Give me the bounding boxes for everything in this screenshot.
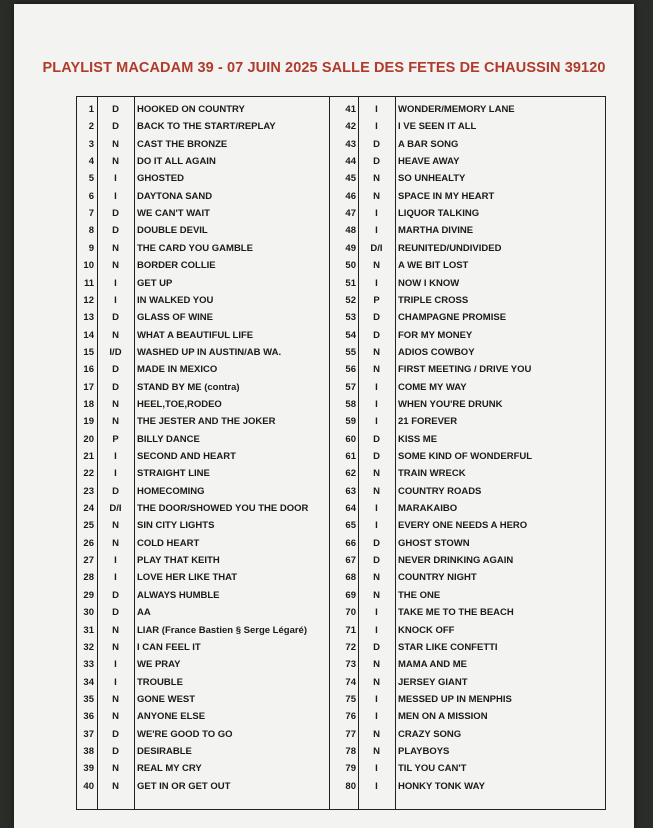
song-title: ADIOS COWBOY — [398, 346, 475, 358]
song-title: REAL MY CRY — [137, 763, 202, 775]
song-title: A WE BIT LOST — [398, 260, 469, 272]
row-number: 2 — [88, 121, 94, 133]
table-row — [77, 135, 605, 152]
paper-sheet — [14, 4, 634, 828]
table-row — [77, 586, 605, 603]
table-row — [77, 447, 605, 464]
dance-level: I/D — [109, 346, 122, 358]
song-title: SOME KIND OF WONDERFUL — [398, 451, 533, 462]
row-number: 12 — [83, 294, 94, 306]
dance-level: N — [373, 260, 380, 272]
dance-level: N — [112, 537, 119, 549]
dance-level: D — [112, 312, 119, 324]
row-number: 39 — [83, 763, 94, 775]
row-number: 62 — [345, 468, 356, 480]
dance-level: P — [373, 294, 380, 306]
row-number: 80 — [345, 780, 356, 792]
song-title: MARTHA DIVINE — [398, 225, 474, 237]
song-title: WE PRAY — [137, 659, 181, 671]
song-title: WASHED UP IN AUSTIN/AB WA. — [137, 346, 282, 358]
song-title: GET UP — [137, 277, 173, 289]
song-title: SPACE IN MY HEART — [398, 190, 495, 202]
song-title: COUNTRY NIGHT — [398, 572, 477, 584]
dance-level: D — [112, 104, 119, 115]
dance-level: I — [375, 208, 378, 220]
song-title: MAMA AND ME — [398, 659, 467, 671]
dance-level: D — [112, 208, 119, 220]
song-title: MEN ON A MISSION — [398, 711, 488, 723]
dance-level: N — [112, 260, 119, 272]
dance-level: I — [114, 277, 117, 289]
row-number: 37 — [83, 728, 94, 740]
row-number: 10 — [83, 260, 94, 272]
row-number: 36 — [83, 711, 94, 723]
table-row — [77, 378, 605, 395]
dance-level: N — [373, 745, 380, 757]
dance-level: N — [112, 156, 119, 168]
song-title: MADE IN MEXICO — [137, 364, 218, 376]
row-number: 21 — [83, 451, 94, 462]
dance-level: D — [112, 589, 119, 601]
row-number: 27 — [83, 555, 94, 567]
row-number: 38 — [83, 745, 94, 757]
song-title: BILLY DANCE — [137, 433, 200, 445]
row-number: 13 — [83, 312, 94, 324]
song-title: STAND BY ME (contra) — [137, 381, 240, 393]
song-title: THE DOOR/SHOWED YOU THE DOOR — [137, 503, 309, 515]
row-number: 53 — [345, 312, 356, 324]
dance-level: I — [375, 780, 378, 792]
row-number: 50 — [345, 260, 356, 272]
song-title: HOMECOMING — [137, 485, 205, 497]
row-number: 24 — [83, 503, 94, 515]
table-row — [77, 742, 605, 759]
dance-level: I — [375, 416, 378, 428]
dance-level: N — [373, 190, 380, 202]
dance-level: D — [373, 537, 380, 549]
dance-level: I — [114, 659, 117, 671]
song-title: THE CARD YOU GAMBLE — [137, 242, 253, 254]
row-number: 3 — [88, 138, 94, 150]
dance-level: I — [375, 503, 378, 515]
row-number: 11 — [83, 277, 94, 289]
dance-level: N — [373, 346, 380, 358]
row-number: 51 — [345, 277, 356, 289]
song-title: EVERY ONE NEEDS A HERO — [398, 520, 528, 532]
dance-level: D/I — [109, 503, 122, 515]
row-number: 74 — [345, 676, 356, 688]
row-number: 22 — [83, 468, 94, 480]
song-title: GLASS OF WINE — [137, 312, 213, 324]
table-row — [77, 326, 605, 343]
song-title: DO IT ALL AGAIN — [137, 156, 216, 168]
song-title: FOR MY MONEY — [398, 329, 473, 341]
row-number: 75 — [345, 693, 356, 705]
table-row — [77, 343, 605, 360]
dance-level: D — [112, 485, 119, 497]
row-number: 17 — [83, 381, 94, 393]
song-title: GET IN OR GET OUT — [137, 780, 231, 792]
dance-level: D — [112, 364, 119, 376]
song-title: IN WALKED YOU — [137, 294, 214, 306]
dance-level: D/I — [370, 242, 383, 254]
table-row — [77, 308, 605, 325]
dance-level: N — [373, 364, 380, 376]
row-number: 66 — [345, 537, 356, 549]
dance-level: I — [375, 624, 378, 636]
table-row — [77, 725, 605, 742]
song-title: STAR LIKE CONFETTI — [398, 641, 498, 653]
table-row — [77, 499, 605, 516]
row-number: 43 — [345, 138, 356, 150]
table-row — [77, 221, 605, 238]
song-title: WHAT A BEAUTIFUL LIFE — [137, 329, 254, 341]
song-title: TROUBLE — [137, 676, 183, 688]
table-row — [77, 204, 605, 221]
dance-level: N — [112, 242, 119, 254]
table-row — [77, 187, 605, 204]
row-number: 46 — [345, 190, 356, 202]
song-title: I CAN FEEL IT — [137, 641, 201, 653]
song-title: TRIPLE CROSS — [398, 294, 469, 306]
row-number: 33 — [83, 659, 94, 671]
song-title: BACK TO THE START/REPLAY — [137, 121, 276, 133]
row-number: 6 — [88, 190, 94, 202]
song-title: DAYTONA SAND — [137, 190, 213, 202]
row-number: 71 — [345, 624, 356, 636]
dance-level: I — [375, 381, 378, 393]
song-title: DOUBLE DEVIL — [137, 225, 208, 237]
dance-level: I — [114, 676, 117, 688]
row-number: 70 — [345, 607, 356, 619]
song-title: 21 FOREVER — [398, 416, 458, 428]
table-row — [77, 412, 605, 429]
song-title: NOW I KNOW — [398, 277, 460, 289]
song-title: CAST THE BRONZE — [137, 138, 228, 150]
dance-level: D — [112, 728, 119, 740]
dance-level: N — [373, 485, 380, 497]
table-row — [77, 759, 605, 776]
row-number: 61 — [345, 451, 356, 462]
dance-level: N — [112, 624, 119, 636]
row-number: 28 — [83, 572, 94, 584]
row-number: 65 — [345, 520, 356, 532]
song-title: MESSED UP IN MENPHIS — [398, 693, 512, 705]
dance-level: I — [114, 190, 117, 202]
song-title: BORDER COLLIE — [137, 260, 216, 272]
table-row — [77, 239, 605, 256]
row-number: 69 — [345, 589, 356, 601]
dance-level: I — [375, 763, 378, 775]
table-row — [77, 464, 605, 481]
dance-level: N — [373, 676, 380, 688]
song-title: LIAR (France Bastien § Serge Légaré) — [137, 624, 307, 636]
song-title: KNOCK OFF — [398, 624, 455, 636]
song-title: WE CAN'T WAIT — [137, 208, 210, 220]
dance-level: I — [375, 398, 378, 410]
row-number: 32 — [83, 641, 94, 653]
song-title: JERSEY GIANT — [398, 676, 468, 688]
dance-level: I — [375, 607, 378, 619]
song-title: A BAR SONG — [398, 138, 459, 150]
row-number: 18 — [83, 398, 94, 410]
table-row — [77, 360, 605, 377]
dance-level: N — [112, 641, 119, 653]
song-title: SIN CITY LIGHTS — [137, 520, 215, 532]
dance-level: I — [375, 520, 378, 532]
dance-level: D — [373, 138, 380, 150]
row-number: 79 — [345, 763, 356, 775]
table-row — [77, 534, 605, 551]
song-title: PLAYBOYS — [398, 745, 450, 757]
row-number: 25 — [83, 520, 94, 532]
song-title: COUNTRY ROADS — [398, 485, 482, 497]
dance-level: I — [375, 277, 378, 289]
song-title: GONE WEST — [137, 693, 196, 705]
dance-level: N — [373, 589, 380, 601]
dance-level: I — [114, 294, 117, 306]
dance-level: I — [375, 693, 378, 705]
row-number: 77 — [345, 728, 356, 740]
song-title: THE ONE — [398, 589, 441, 601]
song-title: CRAZY SONG — [398, 728, 462, 740]
song-title: PLAY THAT KEITH — [137, 555, 220, 567]
song-title: WE'RE GOOD TO GO — [137, 728, 233, 740]
dance-level: N — [373, 468, 380, 480]
row-number: 5 — [88, 173, 94, 185]
row-number: 49 — [345, 242, 356, 254]
playlist-table — [76, 96, 606, 810]
row-number: 60 — [345, 433, 356, 445]
dance-level: N — [112, 780, 119, 792]
dance-level: D — [373, 329, 380, 341]
song-title: WONDER/MEMORY LANE — [398, 104, 515, 115]
song-title: MARAKAIBO — [398, 503, 458, 515]
row-number: 42 — [345, 121, 356, 133]
song-title: STRAIGHT LINE — [137, 468, 210, 480]
song-title: SECOND AND HEART — [137, 451, 236, 462]
dance-level: D — [373, 641, 380, 653]
dance-level: I — [114, 173, 117, 185]
row-number: 68 — [345, 572, 356, 584]
row-number: 67 — [345, 555, 356, 567]
row-number: 52 — [345, 294, 356, 306]
dance-level: D — [112, 225, 119, 237]
dance-level: N — [373, 572, 380, 584]
row-number: 16 — [83, 364, 94, 376]
table-row — [77, 117, 605, 134]
dance-level: N — [112, 416, 119, 428]
table-row — [77, 152, 605, 169]
dance-level: D — [373, 312, 380, 324]
song-title: HONKY TONK WAY — [398, 780, 485, 792]
song-title: GHOSTED — [137, 173, 184, 185]
row-number: 20 — [83, 433, 94, 445]
song-title: HEAVE AWAY — [398, 156, 460, 168]
row-number: 26 — [83, 537, 94, 549]
row-number: 72 — [345, 641, 356, 653]
row-number: 57 — [345, 381, 356, 393]
dance-level: I — [375, 104, 378, 115]
table-row — [77, 638, 605, 655]
table-row — [77, 291, 605, 308]
table-row — [77, 395, 605, 412]
dance-level: D — [112, 607, 119, 619]
table-row — [77, 603, 605, 620]
row-number: 8 — [88, 225, 94, 237]
dance-level: N — [112, 711, 119, 723]
dance-level: P — [112, 433, 119, 445]
song-title: THE JESTER AND THE JOKER — [137, 416, 276, 428]
row-number: 19 — [83, 416, 94, 428]
row-number: 35 — [83, 693, 94, 705]
row-number: 41 — [345, 104, 356, 115]
row-number: 4 — [88, 156, 94, 168]
dance-level: I — [114, 572, 117, 584]
dance-level: D — [373, 433, 380, 445]
table-row — [77, 430, 605, 447]
table-row — [77, 274, 605, 291]
song-title: GHOST STOWN — [398, 537, 470, 549]
song-title: ALWAYS HUMBLE — [137, 589, 220, 601]
dance-level: D — [373, 451, 380, 462]
dance-level: I — [114, 555, 117, 567]
row-number: 9 — [88, 242, 94, 254]
song-title: TIL YOU CAN'T — [398, 763, 467, 775]
dance-level: D — [373, 555, 380, 567]
row-number: 34 — [83, 676, 94, 688]
song-title: COLD HEART — [137, 537, 200, 549]
song-title: AA — [137, 607, 151, 619]
dance-level: D — [112, 381, 119, 393]
song-title: NEVER DRINKING AGAIN — [398, 555, 514, 567]
row-number: 59 — [345, 416, 356, 428]
row-number: 23 — [83, 485, 94, 497]
row-number: 7 — [88, 208, 94, 220]
song-title: ANYONE ELSE — [137, 711, 206, 723]
row-number: 40 — [83, 780, 94, 792]
dance-level: D — [373, 156, 380, 168]
row-number: 47 — [345, 208, 356, 220]
song-title: REUNITED/UNDIVIDED — [398, 242, 502, 254]
song-title: DESIRABLE — [137, 745, 192, 757]
table-row — [77, 100, 605, 117]
row-number: 73 — [345, 659, 356, 671]
song-title: KISS ME — [398, 433, 438, 445]
row-number: 29 — [83, 589, 94, 601]
dance-level: I — [114, 468, 117, 480]
row-number: 78 — [345, 745, 356, 757]
table-row — [77, 169, 605, 186]
dance-level: I — [375, 711, 378, 723]
dance-level: I — [114, 451, 117, 462]
table-row — [77, 516, 605, 533]
song-title: FIRST MEETING / DRIVE YOU — [398, 364, 532, 376]
song-title: COME MY WAY — [398, 381, 467, 393]
dance-level: N — [373, 728, 380, 740]
dance-level: N — [112, 693, 119, 705]
table-row — [77, 621, 605, 638]
dance-level: N — [373, 659, 380, 671]
dance-level: I — [375, 121, 378, 133]
row-number: 58 — [345, 398, 356, 410]
song-title: CHAMPAGNE PROMISE — [398, 312, 507, 324]
dance-level: I — [375, 225, 378, 237]
song-title: HOOKED ON COUNTRY — [137, 104, 245, 115]
dance-level: N — [112, 763, 119, 775]
song-title: I VE SEEN IT ALL — [398, 121, 477, 133]
row-number: 63 — [345, 485, 356, 497]
song-title: TRAIN WRECK — [398, 468, 466, 480]
row-number: 55 — [345, 346, 356, 358]
row-number: 15 — [83, 346, 94, 358]
table-row — [77, 568, 605, 585]
row-number: 76 — [345, 711, 356, 723]
song-title: TAKE ME TO THE BEACH — [398, 607, 514, 619]
song-title: LIQUOR TALKING — [398, 208, 480, 220]
dance-level: N — [112, 138, 119, 150]
table-row — [77, 482, 605, 499]
row-number: 1 — [88, 104, 94, 115]
row-number: 44 — [345, 156, 356, 168]
table-row — [77, 777, 605, 794]
table-row — [77, 690, 605, 707]
song-title: SO UNHEALTY — [398, 173, 466, 185]
song-title: LOVE HER LIKE THAT — [137, 572, 238, 584]
dance-level: N — [373, 173, 380, 185]
table-row — [77, 673, 605, 690]
song-title: HEEL,TOE,RODEO — [137, 398, 222, 410]
playlist-title: PLAYLIST MACADAM 39 - 07 JUIN 2025 SALLE DES FETES DE CHAUSSIN 39120 — [42, 60, 606, 76]
row-number: 64 — [345, 503, 356, 515]
row-number: 45 — [345, 173, 356, 185]
row-number: 31 — [83, 624, 94, 636]
table-row — [77, 707, 605, 724]
song-title: WHEN YOU'RE DRUNK — [398, 398, 503, 410]
table-row — [77, 256, 605, 273]
row-number: 48 — [345, 225, 356, 237]
dance-level: D — [112, 121, 119, 133]
dance-level: N — [112, 398, 119, 410]
row-number: 14 — [83, 329, 94, 341]
dance-level: N — [112, 520, 119, 532]
table-row — [77, 551, 605, 568]
dance-level: N — [112, 329, 119, 341]
row-number: 56 — [345, 364, 356, 376]
dance-level: D — [112, 745, 119, 757]
table-row — [77, 655, 605, 672]
row-number: 30 — [83, 607, 94, 619]
row-number: 54 — [345, 329, 356, 341]
